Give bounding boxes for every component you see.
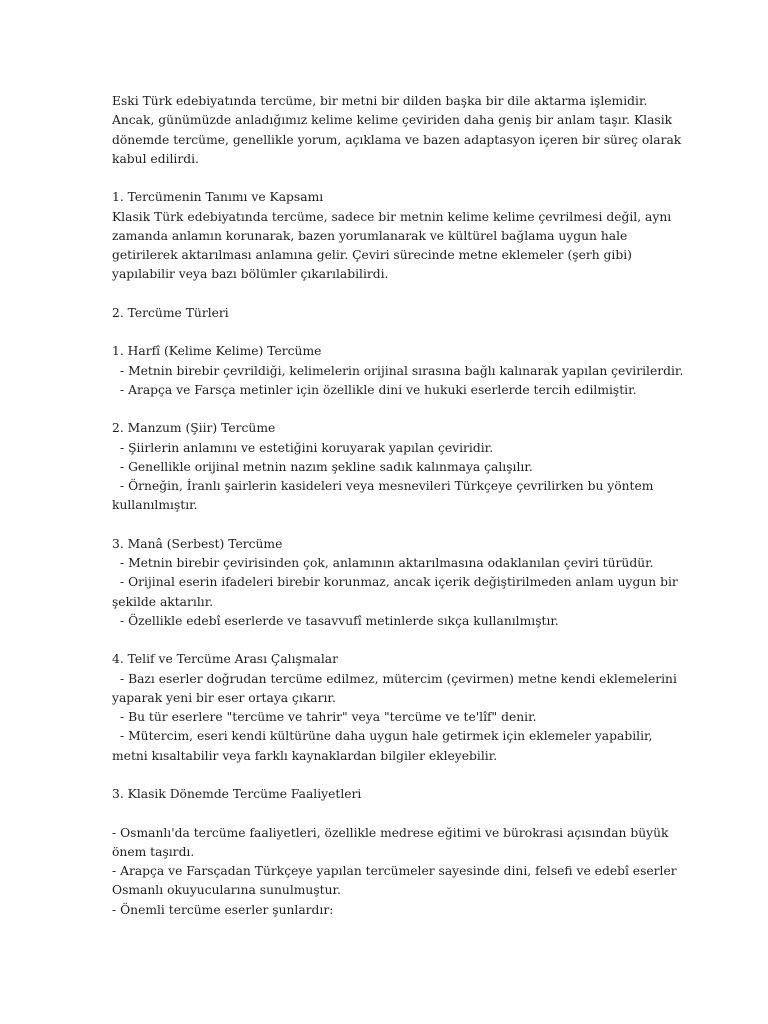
text-line: şekilde aktarılır. <box>112 594 214 609</box>
section-activities <box>112 785 677 920</box>
bullet-line: - Örneğin, İranlı şairlerin kasideleri veya mesnevileri Türkçeye çevrilirken bu yöntem <box>120 479 654 493</box>
spacer <box>112 631 668 650</box>
subsection-adaptation <box>112 650 677 766</box>
intro-paragraph <box>112 92 682 169</box>
section-heading: 2. Tercüme Türleri <box>112 305 229 320</box>
bullet-line: - Bazı eserler doğrudan tercüme edilmez, mütercim (çevirmen) metne kendi eklemelerini <box>120 671 677 686</box>
spacer <box>112 400 668 419</box>
spacer <box>112 285 668 304</box>
section-heading: 1. Tercümenin Tanımı ve Kapsamı <box>112 190 324 205</box>
bullet-line: - Genellikle orijinal metnin nazım şekline sadık kalınmaya çalışılır. <box>120 459 533 474</box>
spacer <box>112 323 668 342</box>
text-line: getirilerek aktarılması anlamına gelir. Çeviri sürecinde metne eklemeler (şerh gibi) <box>112 248 632 262</box>
bullet-line: - Mütercim, eseri kendi kültürüne daha uygun hale getirmek için eklemeler yapabilir, <box>120 729 653 744</box>
text-line: Klasik Türk edebiyatında tercüme, sadece bir metnin kelime kelime çevrilmesi değil, aynı <box>112 209 672 224</box>
text-line: zamanda anlamın korunarak, bazen yorumlanarak ve kültürel bağlama uygun hale <box>112 228 628 243</box>
bullet-line: - Osmanlı'da tercüme faaliyetleri, özellikle medrese eğitimi ve bürokrasi açısından büyük <box>112 825 669 840</box>
section-heading: 3. Klasik Dönemde Tercüme Faaliyetleri <box>112 787 362 801</box>
text-line: Osmanlı okuyucularına sunulmuştur. <box>112 883 341 898</box>
spacer <box>112 169 668 188</box>
text-line: Eski Türk edebiyatında tercüme, bir metni bir dilden başka bir dile aktarma işlemidir. <box>112 94 648 108</box>
subsection-heading: 1. Harfî (Kelime Kelime) Tercüme <box>112 344 322 359</box>
text-line: kabul edilirdi. <box>112 151 199 166</box>
spacer <box>112 766 668 785</box>
bullet-line: - Özellikle edebî eserlerde ve tasavvufî metinlerde sıkça kullanılmıştır. <box>120 613 559 628</box>
text-line: önem taşırdı. <box>112 844 195 859</box>
subsection-literal <box>112 342 684 400</box>
section-definition <box>112 188 672 284</box>
bullet-line: - Şiirlerin anlamını ve estetiğini koruyarak yapılan çeviridir. <box>120 440 494 455</box>
subsection-heading: 2. Manzum (Şiir) Tercüme <box>112 421 276 436</box>
bullet-line: - Metnin birebir çevirisinden çok, anlamının aktarılmasına odaklanılan çeviri türüdür. <box>120 556 654 570</box>
spacer <box>112 804 668 823</box>
text-line: yapılabilir veya bazı bölümler çıkarılabilirdi. <box>112 267 389 282</box>
text-line: Ancak, günümüzde anladığımız kelime kelime çeviriden daha geniş bir anlam taşır. Klasik <box>112 113 673 128</box>
text-line: dönemde tercüme, genellikle yorum, açıklama ve bazen adaptasyon içeren bir süreç olarak <box>112 132 682 147</box>
subsection-verse <box>112 419 668 515</box>
bullet-line: - Bu tür eserlere "tercüme ve tahrir" veya "tercüme ve te'lîf" denir. <box>120 710 537 724</box>
text-line: metni kısaltabilir veya farklı kaynaklardan bilgiler ekleyebilir. <box>112 748 498 763</box>
bullet-line: - Orijinal eserin ifadeleri birebir korunmaz, ancak içerik değiştirilmeden anlam uygun bir <box>120 575 678 590</box>
subsection-heading: 4. Telif ve Tercüme Arası Çalışmalar <box>112 652 338 667</box>
bullet-line: - Arapça ve Farsça metinler için özellikle dini ve hukuki eserlerde tercih edilmiştir. <box>120 382 637 397</box>
bullet-line: - Metnin birebir çevrildiği, kelimelerin orijinal sırasına bağlı kalınarak yapılan çevirilerdir. <box>120 363 684 378</box>
bullet-line: - Arapça ve Farsçadan Türkçeye yapılan tercümeler sayesinde dini, felsefi ve edebî eserler <box>112 864 677 878</box>
bullet-line: - Önemli tercüme eserler şunlardır: <box>112 902 334 917</box>
text-line: yaparak yeni bir eser ortaya çıkarır. <box>112 690 336 705</box>
subsection-heading: 3. Manâ (Serbest) Tercüme <box>112 536 283 551</box>
spacer <box>112 516 668 535</box>
subsection-free <box>112 535 678 631</box>
text-line: kullanılmıştır. <box>112 498 198 513</box>
section-types <box>112 304 684 766</box>
